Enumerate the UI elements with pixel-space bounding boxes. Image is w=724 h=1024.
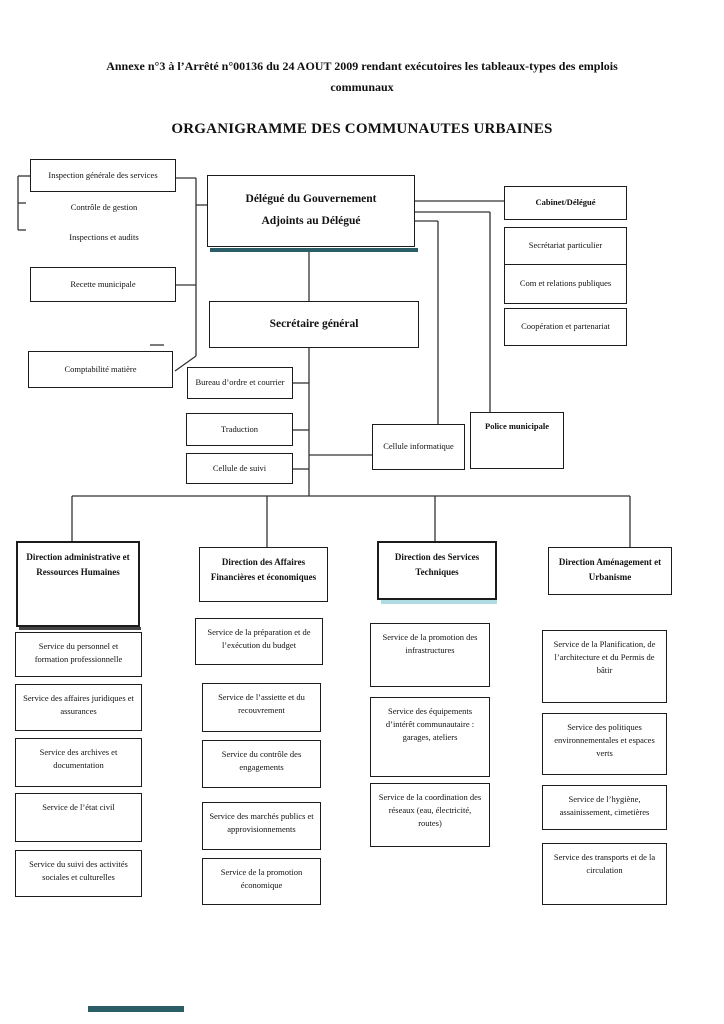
node-service [15, 684, 142, 731]
node-label: Service de l’assiette et du recouvrement [218, 692, 305, 716]
node-label: Bureau d’ordre et courrier [195, 377, 285, 388]
node-cooperation-et-partenariat [504, 308, 627, 346]
node-direction-amenagement-urbanisme [548, 547, 672, 595]
node-label: Service de l’hygiène, assainissement, cimetières [559, 794, 650, 818]
node-label: Police municipale [485, 421, 549, 431]
node-service [542, 630, 667, 703]
node-label: Service du personnel et formation professionnelle [34, 641, 123, 665]
node-service [370, 783, 490, 847]
node-service [202, 740, 321, 788]
node-inspection-generale-des-services [30, 159, 176, 192]
node-service [202, 802, 321, 850]
node-service [370, 623, 490, 687]
node-label: Service de la promotion économique [220, 867, 303, 891]
node-label: Service des équipements d’intérêt communautaire : garages, ateliers [385, 706, 475, 743]
annex-title-line1: Annexe n°3 à l’Arrêté n°00136 du 24 AOUT 2009 rendant exécutoires les tableaux-types des emplois [106, 59, 618, 73]
node-label: Service des transports et de la circulation [553, 852, 656, 876]
node-label: Secrétaire général [269, 317, 359, 330]
node-comptabilite-matiere [28, 351, 173, 388]
node-label: Direction des Services Techniques [394, 552, 480, 578]
node-cellule-informatique [372, 424, 465, 470]
node-secretariat-particulier [504, 227, 627, 265]
node-label-line2: Adjoints au Délégué [261, 215, 361, 227]
node-bureau-ordre-et-courrier [187, 367, 293, 399]
node-cellule-de-suivi [186, 453, 293, 484]
node-label: Inspection générale des services [48, 169, 158, 180]
node-service [15, 793, 142, 842]
node-label: Cabinet/Délégué [535, 197, 596, 208]
node-label: Service des archives et documentation [39, 747, 118, 771]
node-label-line1: Délégué du Gouvernement [245, 193, 377, 206]
node-com-et-relations-publiques [504, 264, 627, 304]
node-cabinet-delegue [504, 186, 627, 220]
node-delegue-du-gouvernement [207, 175, 415, 247]
node-label: Service des politiques environnementales et espaces verts [554, 722, 655, 759]
node-direction-affaires-financieres [199, 547, 328, 602]
node-label: Service de la promotion des infrastructures [382, 632, 478, 656]
node-service [195, 618, 323, 665]
node-service [202, 683, 321, 732]
node-service [370, 697, 490, 777]
node-label: Com et relations publiques [519, 278, 612, 289]
node-direction-services-techniques [377, 541, 497, 600]
node-label: Coopération et partenariat [521, 321, 610, 332]
node-service [542, 785, 667, 830]
node-direction-administrative-rh [16, 541, 140, 627]
node-label: Cellule informatique [383, 441, 454, 452]
node-label: Direction Aménagement et Urbanisme [558, 557, 662, 583]
node-label: Service des marchés publics et approvisionnements [209, 811, 314, 835]
node-label: Recette municipale [70, 278, 136, 289]
node-service [15, 632, 142, 677]
annex-title [82, 56, 642, 98]
node-label: Service de l’état civil [42, 802, 115, 812]
node-label: Service du contrôle des engagements [221, 749, 302, 773]
node-service [542, 843, 667, 905]
node-service [202, 858, 321, 905]
node-recette-municipale [30, 267, 176, 302]
node-label: Service de la préparation et de l’exécution du budget [207, 627, 311, 651]
node-label: Service du suivi des activités sociales et culturelles [29, 859, 128, 883]
node-label: Direction des Affaires Financières et économiques [210, 557, 317, 583]
node-controle-de-gestion: Contrôle de gestion [70, 202, 138, 212]
node-label: Service de la Planification, de l’architecture et du Permis de bâtir [553, 639, 656, 676]
node-traduction [186, 413, 293, 446]
node-label: Cellule de suivi [212, 462, 267, 473]
node-service [15, 850, 142, 897]
node-label: Comptabilité matière [64, 363, 137, 374]
node-label: Service de la coordination des réseaux (eau, électricité, routes) [378, 792, 482, 829]
node-service [542, 713, 667, 775]
chart-title: ORGANIGRAMME DES COMMUNAUTES URBAINES [171, 121, 553, 137]
page-bottom-accent-bar [88, 1006, 184, 1012]
node-service [15, 738, 142, 787]
node-police-municipale [470, 412, 564, 469]
node-label: Secrétariat particulier [528, 240, 603, 251]
node-label: Direction administrative et Ressources Humaines [26, 552, 130, 578]
node-inspections-et-audits: Inspections et audits [69, 232, 139, 242]
node-label: Service des affaires juridiques et assurances [23, 693, 134, 717]
node-label: Traduction [221, 423, 258, 434]
annex-title-line2: communaux [330, 80, 394, 94]
node-secretaire-general [209, 301, 419, 348]
